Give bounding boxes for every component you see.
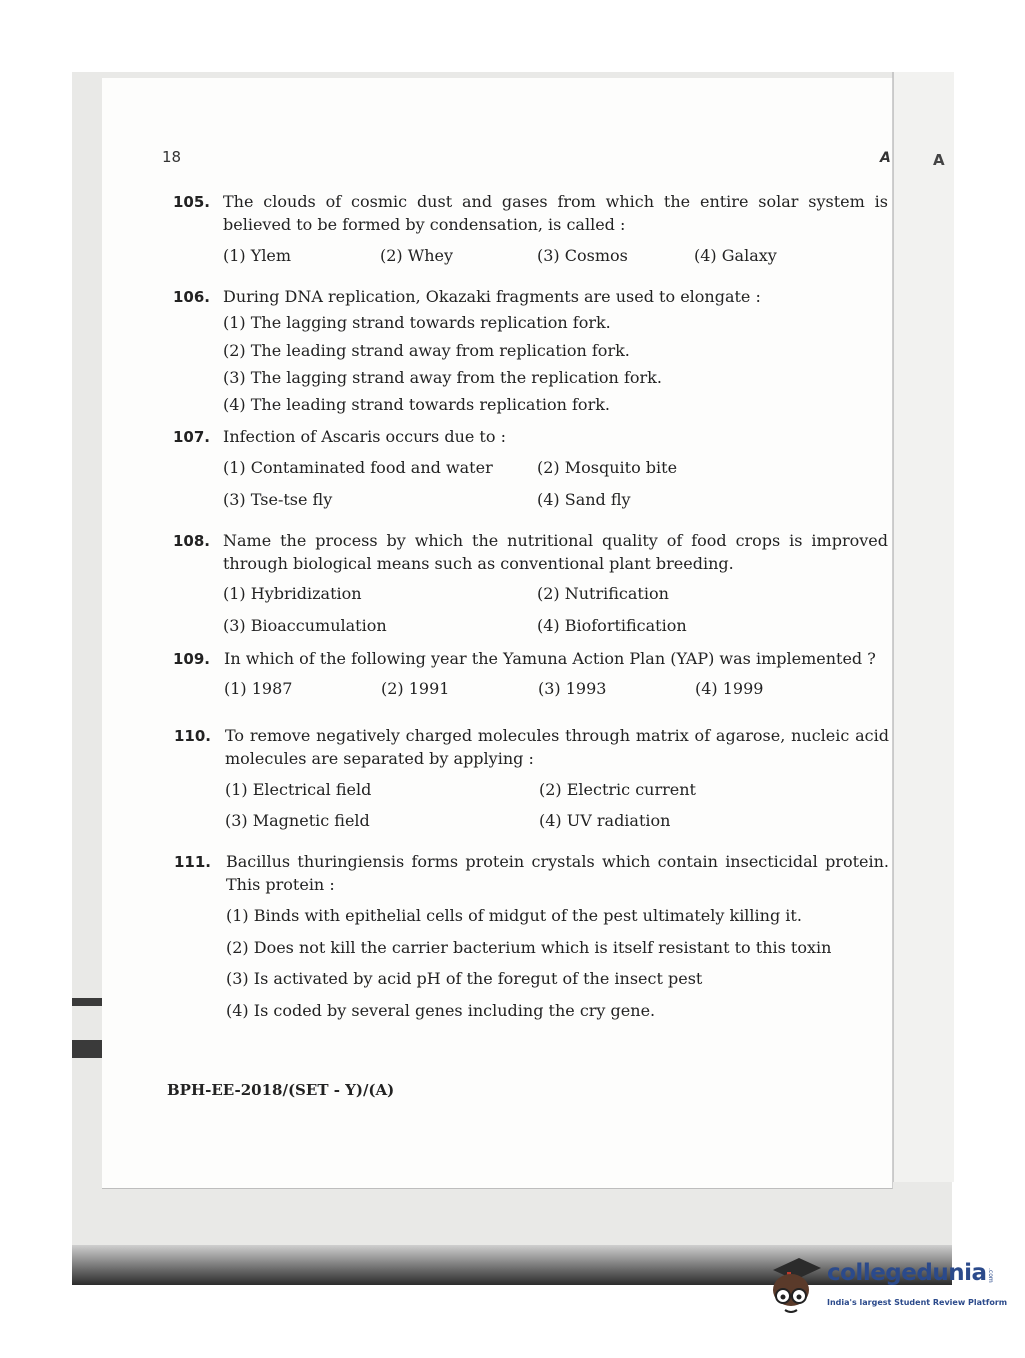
question-number: 108. <box>173 532 211 550</box>
option: (1) The lagging strand towards replication fork. <box>223 313 611 332</box>
option: (3) 1993 <box>538 679 607 698</box>
question-text: Name the process by which the nutritional quality of food crops is improved through biological means such as conventional plant breeding. <box>223 531 888 573</box>
option: (1) Binds with epithelial cells of midgut of the pest ultimately killing it. <box>226 906 802 925</box>
logo-wordmark: collegedunia <box>827 1260 987 1286</box>
question-paper-page <box>102 78 893 1189</box>
option: (2) Nutrification <box>537 584 669 603</box>
question-text: In which of the following year the Yamuna Action Plan (YAP) was implemented ? <box>224 649 876 668</box>
question-number: 111. <box>174 853 212 871</box>
scan-edge-mark <box>72 1040 102 1058</box>
option: (4) The leading strand towards replication fork. <box>223 395 610 414</box>
option: (3) Magnetic field <box>225 811 370 830</box>
paper-code: BPH-EE-2018/(SET - Y)/(A) <box>167 1081 395 1099</box>
option: (2) Electric current <box>539 780 696 799</box>
option: (2) 1991 <box>381 679 450 698</box>
option: (3) Bioaccumulation <box>223 616 387 635</box>
question-text: Bacillus thuringiensis forms protein crystals which contain insecticidal protein. This protein : <box>226 852 889 894</box>
set-letter: A <box>880 150 891 166</box>
option: (4) Sand fly <box>537 490 631 509</box>
logo-tagline: India's largest Student Review Platform <box>827 1298 1008 1307</box>
option: (3) The lagging strand away from the replication fork. <box>223 368 662 387</box>
option: (1) Hybridization <box>223 584 362 603</box>
option: (2) Mosquito bite <box>537 458 678 477</box>
option: (1) 1987 <box>224 679 293 698</box>
question-number: 109. <box>173 650 211 668</box>
option: (4) Is coded by several genes including the cry gene. <box>226 1001 656 1020</box>
option: (3) Is activated by acid pH of the foregut of the insect pest <box>226 969 703 988</box>
option: (4) 1999 <box>695 679 764 698</box>
question-number: 105. <box>173 193 211 211</box>
option: (4) Galaxy <box>694 246 777 265</box>
question-text: Infection of Ascaris occurs due to : <box>223 427 506 446</box>
question-text: The clouds of cosmic dust and gases from which the entire solar system is believed to be formed by condensation, is called : <box>223 192 888 234</box>
option: (2) Does not kill the carrier bacterium which is itself resistant to this toxin <box>226 938 832 957</box>
collegedunia-logo[interactable] <box>765 1252 1008 1322</box>
question-number: 106. <box>173 288 211 306</box>
option: (4) Biofortification <box>537 616 687 635</box>
option: (1) Electrical field <box>225 780 372 799</box>
option: (2) Whey <box>380 246 454 265</box>
option: (1) Ylem <box>223 246 292 265</box>
scan-edge-mark <box>72 998 102 1006</box>
question-text: During DNA replication, Okazaki fragments are used to elongate : <box>223 287 761 306</box>
question-number: 107. <box>173 428 211 446</box>
edge-set-letter: A <box>933 151 945 169</box>
option: (4) UV radiation <box>539 811 671 830</box>
option: (2) The leading strand away from replication fork. <box>223 341 630 360</box>
logo-suffix: .com <box>987 1268 994 1283</box>
option: (3) Cosmos <box>537 246 628 265</box>
mascot-icon <box>765 1252 825 1322</box>
page-number: 18 <box>162 148 182 166</box>
adjacent-page-edge <box>892 72 954 1182</box>
question-text: To remove negatively charged molecules through matrix of agarose, nucleic acid molecules are separated by applying : <box>225 726 889 768</box>
option: (3) Tse-tse fly <box>223 490 333 509</box>
option: (1) Contaminated food and water <box>223 458 493 477</box>
question-number: 110. <box>174 727 212 745</box>
